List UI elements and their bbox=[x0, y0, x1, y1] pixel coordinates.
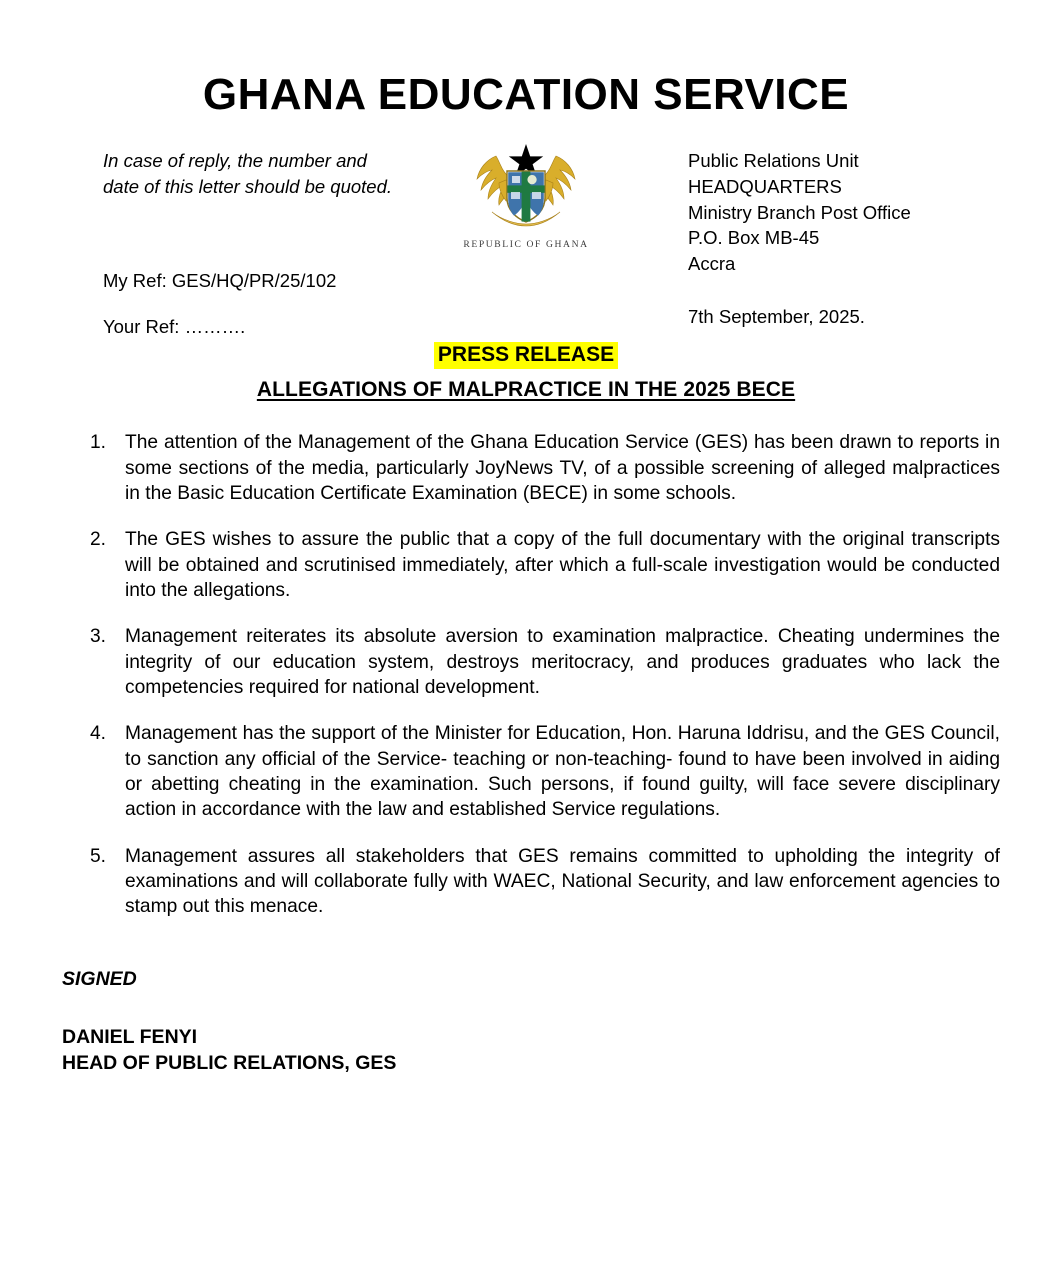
list-item bbox=[0, 430, 1052, 506]
ghana-coat-of-arms-icon bbox=[466, 140, 586, 232]
press-release-heading: PRESS RELEASE bbox=[434, 342, 618, 369]
address-block bbox=[688, 148, 1018, 329]
list-item-number: 5. bbox=[90, 845, 107, 867]
list-item-text: The attention of the Management of the Ghana Education Service (GES) has been drawn to reports in some sections of the media, particularly JoyNews TV, of a possible screening of alleged malpractices in the Basic Education Certificate Examination (BECE) in some schools. bbox=[125, 432, 1000, 505]
list-item-number: 4. bbox=[90, 723, 107, 745]
my-ref-line: My Ref: GES/HQ/PR/25/102 bbox=[103, 269, 337, 291]
page-title: GHANA EDUCATION SERVICE bbox=[202, 70, 850, 119]
list-item bbox=[0, 721, 1052, 822]
list-item-number: 3. bbox=[90, 626, 107, 648]
list-item-number: 2. bbox=[90, 529, 107, 551]
list-item bbox=[0, 527, 1052, 603]
signed-label: SIGNED bbox=[62, 967, 137, 990]
list-item-text: The GES wishes to assure the public that a copy of the full documentary with the original transcripts will be obtained and scrutinised immediately, after which a full-scale investigation would be conducted into the allegations. bbox=[125, 529, 1000, 602]
list-item-text: Management reiterates its absolute aversion to examination malpractice. Cheating undermines the integrity of our education system, destroys meritocracy, and produces graduates who lack the competencies required for national development. bbox=[125, 626, 1000, 699]
address-line: Public Relations Unit bbox=[688, 150, 859, 172]
address-line: Accra bbox=[688, 253, 736, 274]
letter-date: 7th September, 2025. bbox=[688, 305, 865, 327]
address-line: Ministry Branch Post Office bbox=[688, 201, 911, 223]
reply-note-line-1: In case of reply, the number and bbox=[103, 150, 367, 172]
letterhead-header bbox=[0, 140, 1052, 340]
reply-note-line-2: date of this letter should be quoted. bbox=[103, 176, 393, 198]
signature-block bbox=[0, 968, 1052, 1077]
address-line: P.O. Box MB-45 bbox=[688, 227, 820, 249]
signatory-name: DANIEL FENYI bbox=[62, 1025, 198, 1048]
masthead bbox=[0, 0, 1052, 118]
subject-heading: ALLEGATIONS OF MALPRACTICE IN THE 2025 BECE bbox=[256, 378, 796, 402]
address-line: HEADQUARTERS bbox=[688, 175, 842, 197]
emblem-caption: REPUBLIC OF GHANA bbox=[463, 239, 589, 251]
signatory-role: HEAD OF PUBLIC RELATIONS, GES bbox=[62, 1052, 397, 1075]
list-item bbox=[0, 624, 1052, 700]
numbered-paragraph-list bbox=[0, 430, 1052, 920]
emblem-wrap bbox=[451, 140, 601, 250]
your-ref-line: Your Ref: ………. bbox=[103, 315, 246, 337]
list-item-text: Management assures all stakeholders that GES remains committed to upholding the integrity of examinations and will collaborate fully with WAEC, National Security, and law enforcement agencies to stamp out this menace. bbox=[125, 845, 1000, 918]
list-item-text: Management has the support of the Minister for Education, Hon. Haruna Iddrisu, and the GES Council, to sanction any official of the Service- teaching or non-teaching- found to have been involved in aiding or abetting cheating in the examination. Such persons, if found guilty, will face severe disciplinary action in accordance with the law and established Service regulations. bbox=[125, 723, 1000, 821]
title-block bbox=[0, 342, 1052, 402]
list-item bbox=[0, 844, 1052, 920]
list-item-number: 1. bbox=[90, 432, 107, 454]
